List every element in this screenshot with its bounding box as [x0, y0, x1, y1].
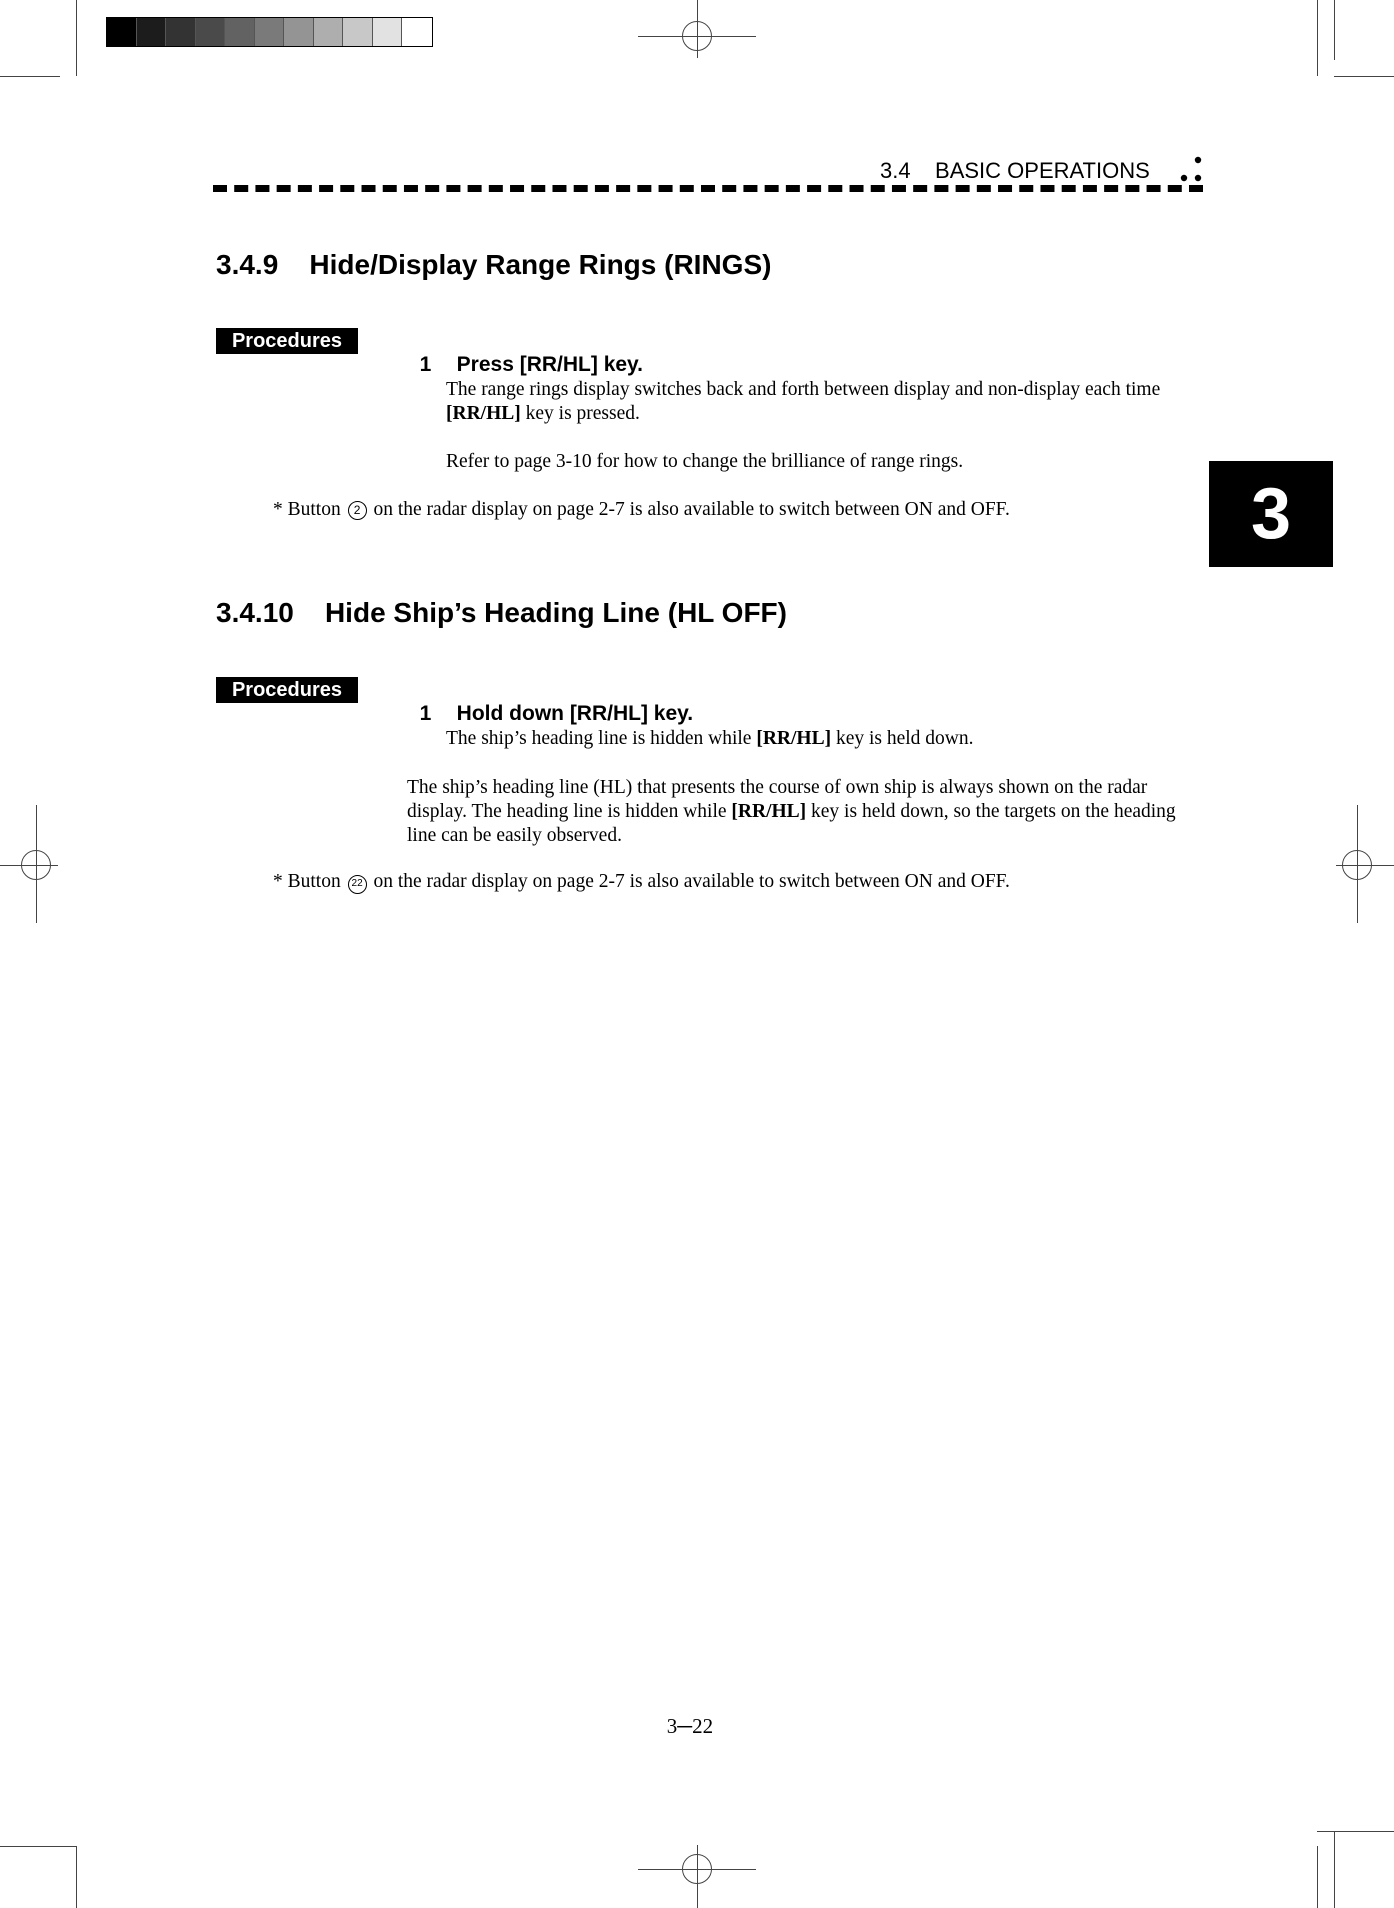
paragraph	[446, 727, 1186, 751]
step-text: Press [RR/HL] key.	[456, 353, 644, 376]
key-name: [RR/HL]	[731, 801, 807, 822]
calibration-swatch	[373, 18, 403, 46]
calibration-swatch	[255, 18, 285, 46]
calibration-swatch	[196, 18, 226, 46]
note-text: on the radar display on page 2-7 is also available to switch between ON and OFF.	[368, 871, 1010, 892]
circled-number-icon: 22	[348, 875, 367, 894]
key-name: [RR/HL]	[756, 728, 832, 749]
grayscale-calibration-bar	[106, 17, 433, 47]
section-title-3-4-10: 3.4.10 Hide Ship’s Heading Line (HL OFF)	[216, 597, 787, 628]
step-text: Hold down [RR/HL] key.	[456, 702, 694, 725]
step-number: 1	[419, 702, 432, 725]
paragraph: Refer to page 3-10 for how to change the brilliance of range rings.	[446, 451, 964, 472]
calibration-swatch	[402, 18, 432, 46]
note	[273, 498, 1193, 522]
paragraph-text: The range rings display switches back and forth between display and non-display each time	[446, 379, 1161, 400]
note-text: on the radar display on page 2-7 is also available to switch between ON and OFF.	[368, 499, 1010, 520]
note	[273, 870, 1193, 894]
calibration-swatch	[166, 18, 196, 46]
chapter-tab: 3	[1209, 461, 1333, 567]
paragraph-text: key is held down, so the targets on the heading line can be easily observed.	[407, 801, 1176, 846]
page-number: 3─22	[666, 1714, 714, 1738]
header-dashed-rule	[213, 185, 1203, 192]
running-header: 3.4 BASIC OPERATIONS	[880, 158, 1150, 183]
section-title-3-4-9: 3.4.9 Hide/Display Range Rings (RINGS)	[216, 249, 772, 280]
calibration-swatch	[343, 18, 373, 46]
calibration-swatch	[107, 18, 137, 46]
note-text: * Button	[273, 499, 346, 520]
paragraph-text: The ship’s heading line (HL) that presents the course of own ship is always shown on the radar display. The heading line is hidden while	[407, 777, 1148, 822]
step-1	[408, 678, 693, 726]
key-name: [RR/HL]	[446, 403, 521, 424]
procedures-badge: Procedures	[216, 677, 358, 703]
paragraph-text: The ship’s heading line is hidden while	[446, 728, 757, 749]
header-dots-ornament	[1178, 154, 1202, 184]
calibration-swatch	[314, 18, 344, 46]
note-text: * Button	[273, 871, 346, 892]
calibration-swatch	[137, 18, 167, 46]
paragraph-text: key is pressed.	[520, 403, 640, 424]
procedures-badge: Procedures	[216, 328, 358, 354]
calibration-swatch	[284, 18, 314, 46]
calibration-swatch	[225, 18, 255, 46]
circled-number-icon: 2	[348, 501, 367, 520]
paragraph	[446, 378, 1186, 426]
step-number: 1	[419, 353, 432, 376]
step-1	[408, 329, 643, 377]
paragraph-text: key is held down.	[831, 728, 974, 749]
paragraph	[407, 776, 1202, 848]
